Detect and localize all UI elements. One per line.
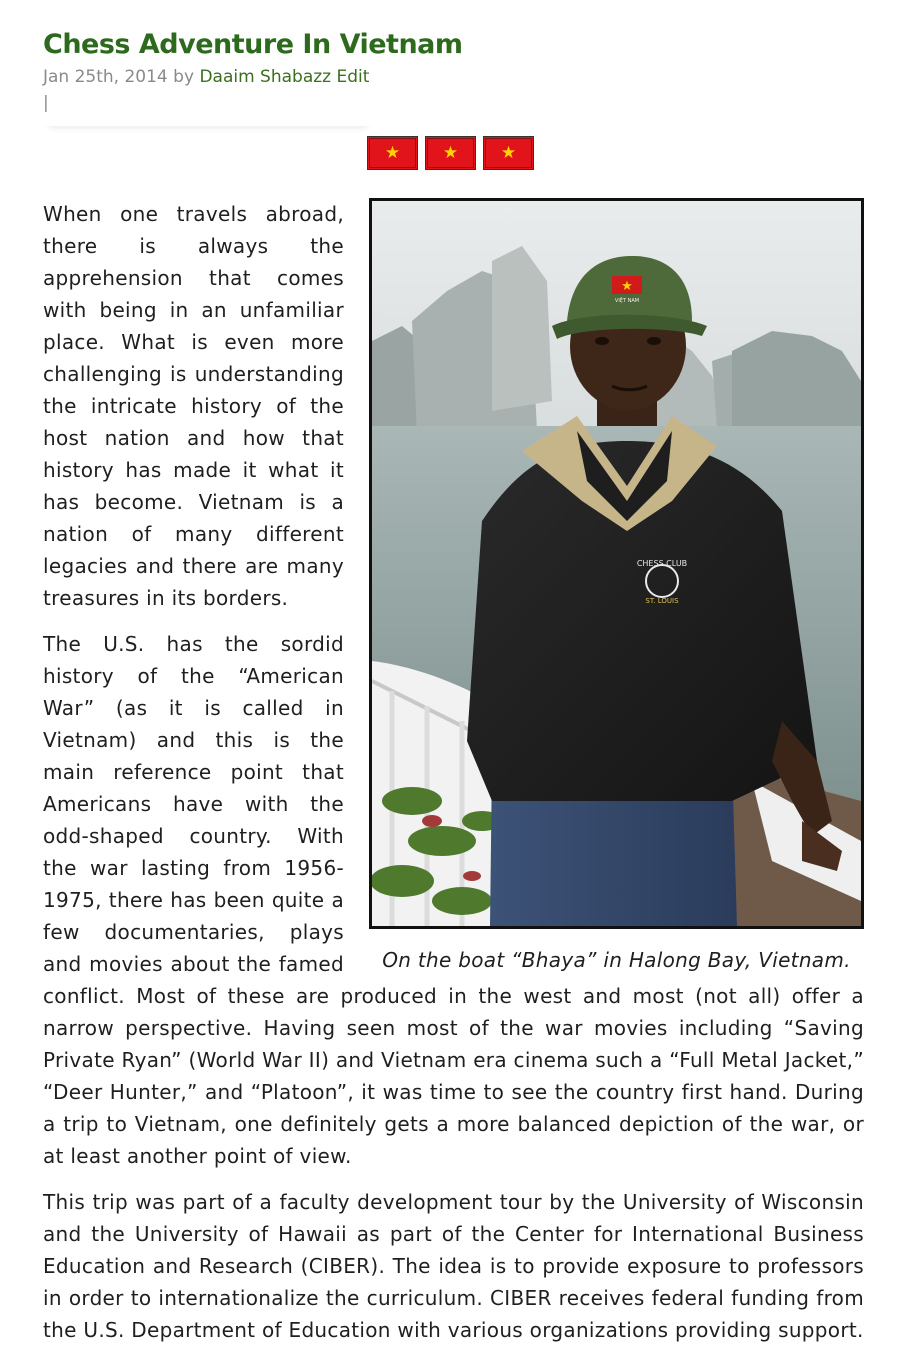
vietnam-flag-icon — [425, 136, 476, 170]
edit-link[interactable]: Edit — [336, 67, 370, 87]
post-meta — [43, 64, 373, 126]
photo-figure — [369, 198, 864, 975]
post — [43, 26, 864, 1342]
paragraph-2: The U.S. has the sordid history of the “American War” (as it is called in Vietnam) and this is the main reference point that Americans have with the odd-shaped country. With the war lasting from 1956-1975, there has been quite a few documentaries, plays and movies about the famed conflict. Most of these are produced in the west and most (not all) offer a narrow perspective. Having seen most of the war movies including “Saving Private Ryan” (World War II) and Vietnam era cinema such a “Full Metal Jacket,” “Deer Hunter,” and “Platoon”, it was time to see the country first hand. During a trip to Vietnam, one definitely gets a more balanced depiction of the war, or at least another point of view. — [43, 632, 864, 1168]
flag-star-icon: ★ — [442, 142, 459, 163]
photo-caption: On the boat “Bhaya” in Halong Bay, Vietnam. — [382, 948, 851, 972]
paragraph-3: This trip was part of a faculty development tour by the University of Wisconsin and the University of Hawaii as part of the Center for International Business Education and Research (CIBER). The idea is to provide exposure to professors in order to internationalize the curriculum. CIBER receives federal funding from the U.S. Department of Education with various organizations providing support. — [43, 1190, 864, 1342]
meta-separator: | — [43, 93, 49, 113]
vietnam-flag-icon — [483, 136, 534, 170]
jacket-logo-text-1: CHESS CLUB — [636, 559, 688, 568]
post-date: Jan 25th, 2014 — [43, 67, 168, 87]
vietnam-flag-icon — [367, 136, 418, 170]
flag-star-icon: ★ — [384, 142, 401, 163]
svg-text:★: ★ — [621, 279, 633, 294]
cap-text: VIỆT NAM — [614, 298, 640, 304]
flag-star-icon: ★ — [500, 142, 517, 163]
paragraph-1: When one travels abroad, there is always the apprehension that comes with being in an unfamiliar place. What is even more challenging is understanding the intricate history of the host nation and how that history has made it what it has become. Vietnam is a nation of many different legacies and there are many treasures in its borders. — [43, 202, 344, 610]
post-content — [43, 198, 864, 1360]
photo-man-on-boat[interactable] — [369, 198, 864, 929]
post-title[interactable]: Chess Adventure In Vietnam — [43, 29, 463, 60]
author-link[interactable]: Daaim Shabazz — [199, 67, 332, 87]
post-by: by — [173, 67, 195, 87]
jacket-logo-text-2: ST. LOUIS — [645, 597, 679, 605]
flag-row — [367, 136, 534, 170]
